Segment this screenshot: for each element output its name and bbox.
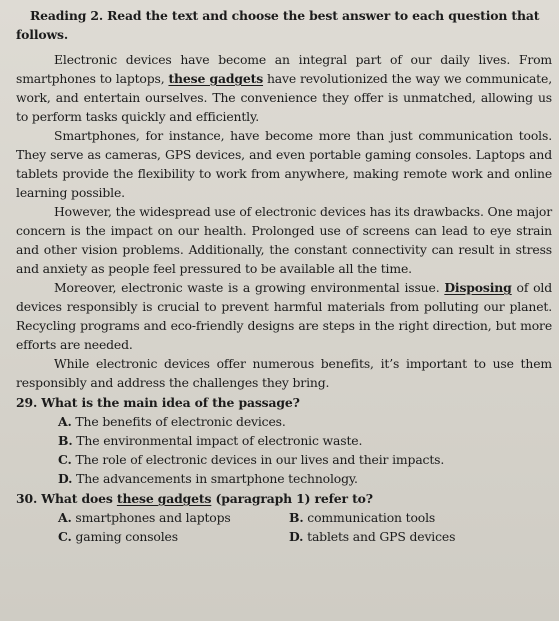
question-30-option-a[interactable]: A. smartphones and laptops [58, 510, 231, 525]
question-29-stem: 29. What is the main idea of the passage? [16, 395, 300, 410]
question-30-options-row-1 [58, 508, 552, 527]
question-29-option-b[interactable]: B. The environmental impact of electronic waste. [58, 433, 363, 448]
paragraph-4: Moreover, electronic waste is a growing environmental issue. Disposing of old devices responsibly is crucial to prevent harmful materials from polluting our planet. Recycling programs and eco-friendly designs are steps in the right direction, but more efforts are needed. [16, 280, 552, 352]
question-29-option-a[interactable]: A. The benefits of electronic devices. [58, 414, 286, 429]
paragraph-1: Electronic devices have become an integral part of our daily lives. From smartphones to laptops, these gadgets have revolutionized the way we communicate, work, and entertain ourselves. The convenience they offer is unmatched, allowing us to perform tasks quickly and efficiently. [16, 52, 552, 124]
question-29-option-c[interactable]: C. The role of electronic devices in our lives and their impacts. [58, 452, 445, 467]
paragraph-2: Smartphones, for instance, have become more than just communication tools. They serve as cameras, GPS devices, and even portable gaming consoles. Laptops and tablets provide the flexibility to work from anywhere, making remote work and online learning possible. [16, 128, 552, 200]
heading-line-1: Reading 2. Read the text and choose the best answer to each question that [30, 8, 540, 23]
underlined-these-gadgets: these gadgets [168, 71, 264, 86]
worksheet-page [16, 6, 552, 546]
underlined-these-gadgets-q30: these gadgets [116, 491, 212, 506]
underlined-disposing: Disposing [444, 280, 512, 295]
question-30-option-c[interactable]: C. gaming consoles [58, 529, 178, 544]
question-30-option-b[interactable]: B. communication tools [289, 510, 436, 525]
heading-line-2: follows. [16, 27, 69, 42]
question-30-stem: 30. What does these gadgets (paragraph 1) refer to? [16, 491, 373, 506]
question-29-option-d[interactable]: D. The advancements in smartphone technology. [58, 471, 358, 486]
paragraph-3: However, the widespread use of electronic devices has its drawbacks. One major concern is the impact on our health. Prolonged use of screens can lead to eye strain and other vision problems. Additionally, the constant connectivity can result in stress and anxiety as people feel pressured to be available all the time. [16, 204, 552, 276]
paragraph-5: While electronic devices offer numerous benefits, it’s important to use them responsibly and address the challenges they bring. [16, 356, 552, 390]
section-heading [16, 6, 552, 44]
question-30-option-d[interactable]: D. tablets and GPS devices [289, 529, 456, 544]
question-30-options-row-2 [58, 527, 552, 546]
